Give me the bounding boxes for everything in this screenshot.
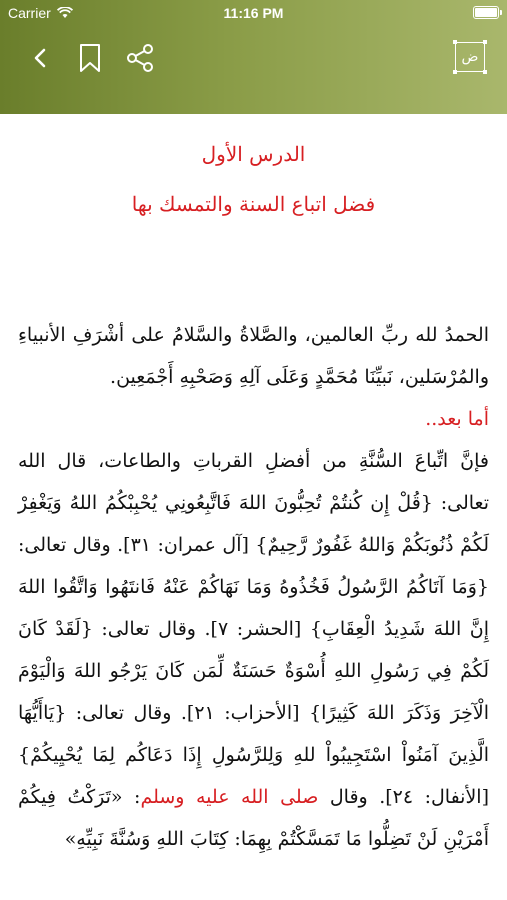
chevron-left-icon [33,47,47,69]
article-body [18,314,489,860]
font-size-button[interactable] [455,42,485,72]
back-button[interactable] [22,40,58,76]
navigation-bar [0,34,507,84]
header [0,0,507,114]
body-paragraph [18,440,489,860]
font-size-label: ض [461,49,479,65]
body-text-part1: فإنَّ اتِّباعَ السُّنَّةِ من أفضلِ القرباتِ والطاعات، قال الله تعالى: {قُلْ إِن كُنتُمْ تُحِبُّونَ اللهَ فَاتَّبِعُونِي يُحْبِبْكُمُ اللهُ وَيَغْفِرْ لَكُمْ ذُنُوبَكُمْ وَاللهُ غَفُورٌ رَّحِيمٌ} [آل عمران: ٣١]. وقال تعالى: {وَمَا آتَاكُمُ الرَّسُولُ فَخُذُوهُ وَمَا نَهَاكُمْ عَنْهُ فَانتَهُوا وَاتَّقُوا اللهَ إِنَّ اللهَ شَدِيدُ الْعِقَابِ} [الحشر: ٧]. وقال تعالى: {لَقَدْ كَانَ لَكُمْ فِي رَسُولِ اللهِ أُسْوَةٌ حَسَنَةٌ لِّمَن كَانَ يَرْجُو اللهَ وَالْيَوْمَ الْآخِرَ وَذَكَرَ اللهَ كَثِيرًا} [الأحزاب: ٢١]. وقال تعالى: {يَاأَيُّهَا الَّذِينَ آمَنُواْ اسْتَجِيبُواْ للهِ وَلِلرَّسُولِ إِذَا دَعَاكُم لِمَا يُحْيِيكُمْ} [الأنفال: ٢٤]. وقال [18,450,489,808]
carrier-label: Carrier [8,5,51,21]
battery-icon [473,6,499,19]
bookmark-button[interactable] [72,40,108,76]
body-text-part2: : «تَرَكْتُ فِيكُمْ أَمْرَيْنِ لَنْ تَضِلُّوا مَا تَمَسَّكْتُمْ بِهِمَا: كِتَابَ اللهِ وَسُنَّةَ نَبِيِّهِ» [18,786,489,850]
status-time: 11:16 PM [223,5,284,21]
article-content[interactable] [0,114,507,900]
bookmark-icon [78,43,102,73]
share-icon [125,43,155,73]
status-bar [0,0,507,28]
lesson-subtitle: فضل اتباع السنة والتمسك بها [131,192,376,216]
lesson-title: الدرس الأول [201,142,306,166]
amma-baad-heading: أما بعد.. [425,408,489,430]
share-button[interactable] [122,40,158,76]
prophet-salutation: صلى الله عليه وسلم [140,786,319,808]
intro-paragraph: الحمدُ لله ربِّ العالمين، والصَّلاةُ والسَّلامُ على أشْرَفِ الأنبياءِ والمُرْسَلين، نَبيِّنَا مُحَمَّدٍ وَعَلَى آلِهِ وَصَحْبِهِ أَجْمَعِين. [18,324,489,388]
